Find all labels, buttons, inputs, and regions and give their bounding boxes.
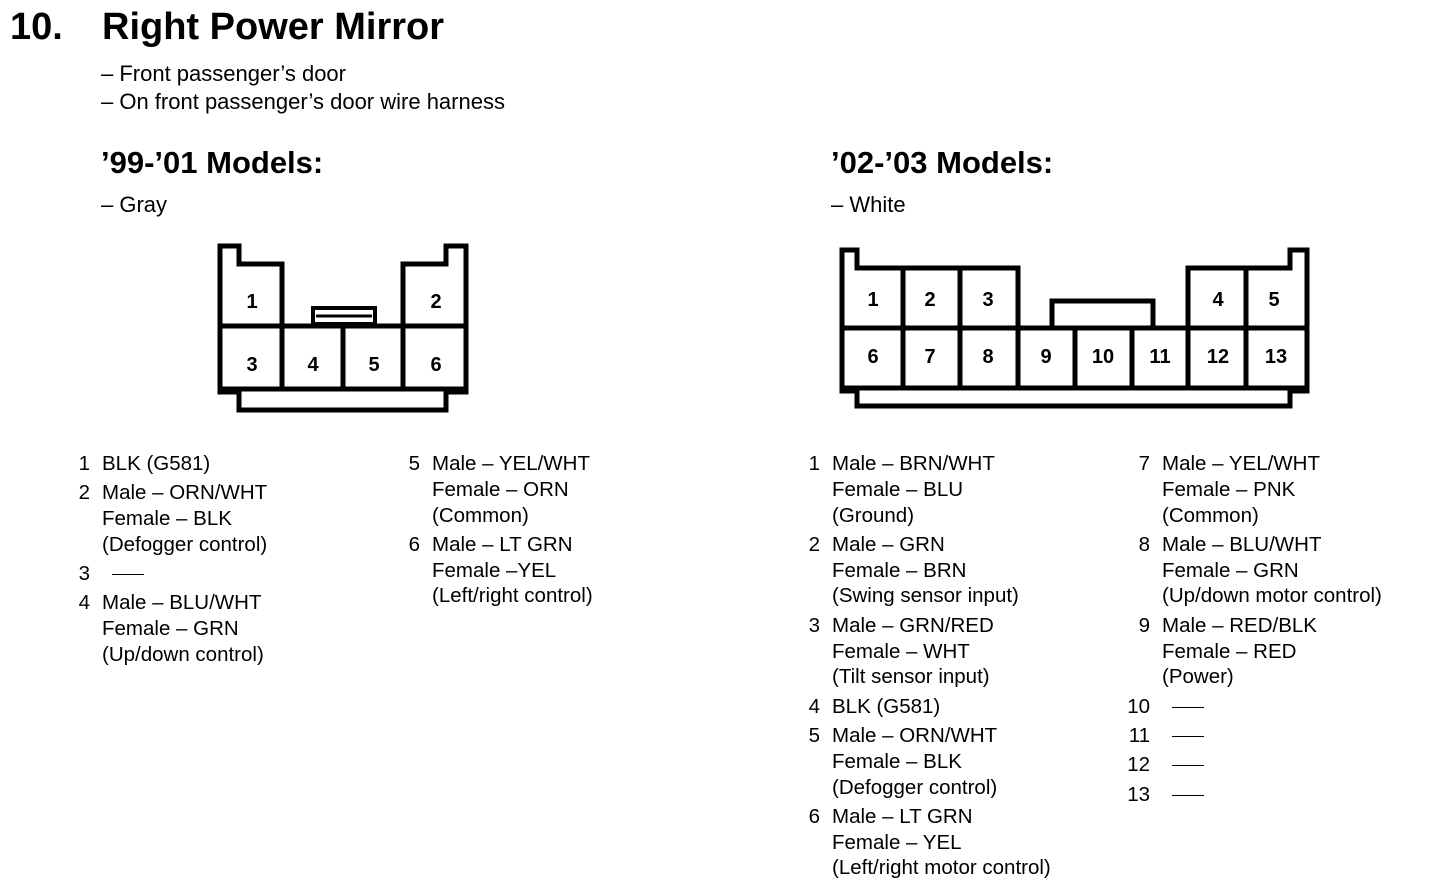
pin-number: 2 — [78, 481, 90, 505]
pin-description-line: Female – WHT — [832, 639, 970, 663]
pin-description-line: Male – LT GRN — [432, 532, 573, 556]
pin-description-line: (Defogger control) — [832, 775, 998, 799]
right-connector-pin: 5 — [1268, 289, 1280, 311]
pin-entry — [400, 451, 593, 528]
pin-number: 1 — [808, 452, 820, 475]
left-model-heading: ’99-’01 Models: — [101, 145, 324, 180]
unused-pin-dash — [1172, 707, 1204, 708]
pin-entry — [70, 480, 267, 557]
left-connector-pin: 2 — [430, 291, 442, 313]
left-connector-diagram — [216, 242, 476, 417]
left-connector-pin: 4 — [307, 354, 319, 376]
left-connector-pin: 6 — [430, 354, 442, 376]
pin-number: 13 — [1127, 782, 1150, 806]
right-connector-pin: 9 — [1040, 346, 1052, 368]
pin-number: 11 — [1128, 723, 1150, 747]
pin-entry — [800, 694, 1051, 720]
pin-number: 5 — [408, 452, 420, 475]
pin-description-line: Female – ORN — [432, 477, 569, 501]
pin-description-line: Female – BRN — [832, 558, 967, 582]
left-connector-color: – Gray — [101, 192, 168, 217]
pin-description-line: Female – RED — [1162, 639, 1297, 663]
pin-number: 6 — [808, 804, 820, 828]
pin-number: 6 — [408, 532, 420, 556]
right-connector-pin: 1 — [867, 289, 879, 311]
left-connector-pin: 1 — [246, 291, 258, 313]
left-connector-pin: 3 — [246, 354, 258, 376]
page-title: Right Power Mirror — [102, 6, 445, 48]
pin-description-line: (Defogger control) — [102, 532, 268, 556]
pin-description-line: Male – BLU/WHT — [1162, 532, 1322, 556]
left-pinlist-col2 — [400, 451, 593, 613]
pin-description-line: (Swing sensor input) — [832, 584, 1019, 608]
pin-description-line: (Ground) — [832, 503, 915, 527]
pin-entry — [800, 613, 1051, 690]
pin-description-line: (Left/right control) — [432, 584, 593, 608]
unused-pin-dash — [1172, 765, 1204, 766]
pin-description-line: Female – GRN — [1162, 558, 1299, 582]
section-number: 10. — [10, 6, 63, 48]
pin-entry — [800, 804, 1051, 881]
pin-description-line: Male – YEL/WHT — [1162, 452, 1320, 475]
pin-number: 10 — [1127, 694, 1150, 718]
right-connector-pin: 8 — [982, 346, 994, 368]
right-model-heading: ’02-’03 Models: — [831, 145, 1054, 180]
pin-description-line: Male – LT GRN — [832, 804, 973, 828]
pin-description-line: (Up/down motor control) — [1162, 584, 1382, 608]
pin-entry — [400, 532, 593, 609]
pin-entry — [1127, 782, 1382, 808]
pin-entry — [1130, 451, 1382, 528]
pin-entry — [800, 723, 1051, 800]
pin-number: 5 — [808, 723, 820, 747]
left-pinlist-col1 — [70, 451, 267, 671]
pin-number: 8 — [1138, 532, 1150, 556]
left-connector-pin: 5 — [368, 354, 380, 376]
pin-number: 2 — [808, 532, 820, 556]
pin-description-line: (Common) — [1162, 503, 1259, 527]
unused-pin-dash — [1172, 736, 1204, 737]
right-connector-pin: 11 — [1149, 346, 1171, 368]
pin-description-line: Male – GRN — [832, 532, 945, 556]
pin-description-line: Male – ORN/WHT — [832, 723, 998, 747]
pin-number: 4 — [78, 591, 90, 615]
pin-entry — [1130, 532, 1382, 609]
pin-entry — [800, 532, 1051, 609]
pin-description-line: Female – BLK — [832, 749, 962, 773]
location-line-1: – Front passenger’s door — [101, 61, 346, 86]
pin-description-line: (Up/down control) — [102, 643, 264, 667]
pin-description-line: Male – BRN/WHT — [832, 452, 995, 475]
pin-description-line: (Tilt sensor input) — [832, 665, 990, 689]
right-connector-pin: 12 — [1206, 346, 1230, 368]
pin-number: 12 — [1127, 753, 1150, 777]
pin-entry — [70, 561, 267, 587]
pin-entry — [1127, 694, 1382, 720]
pin-description-line: Female – BLK — [102, 507, 232, 531]
pin-description-line: Male – RED/BLK — [1162, 613, 1317, 637]
pin-entry — [1127, 752, 1382, 778]
pin-entry — [1130, 613, 1382, 690]
pin-description-line: Female – PNK — [1162, 477, 1296, 501]
right-pinlist-col2 — [1127, 451, 1382, 811]
pin-description-line: Male – GRN/RED — [832, 613, 994, 637]
pin-description-line: (Left/right motor control) — [832, 856, 1051, 880]
pin-description-line: Male – BLU/WHT — [102, 591, 262, 615]
right-connector-pin: 4 — [1212, 289, 1224, 311]
pin-entry — [70, 451, 267, 477]
pin-description-line: Female – BLU — [832, 477, 964, 501]
pin-description-line: Male – ORN/WHT — [102, 481, 268, 505]
pin-number: 9 — [1138, 613, 1150, 637]
pin-entry — [1130, 723, 1382, 749]
right-connector-pin: 2 — [924, 289, 936, 311]
pin-description-line: BLK (G581) — [102, 452, 211, 475]
location-line-2: – On front passenger’s door wire harness — [101, 89, 505, 114]
right-connector-pin: 6 — [867, 346, 879, 368]
pin-description-line: BLK (G581) — [832, 694, 941, 718]
right-connector-pin: 13 — [1264, 346, 1288, 368]
pin-description-line: Female –YEL — [432, 558, 557, 582]
right-connector-diagram — [838, 246, 1314, 414]
unused-pin-dash — [112, 574, 144, 575]
pin-number: 3 — [808, 613, 820, 637]
right-pinlist-col1 — [800, 451, 1051, 885]
pin-entry — [800, 451, 1051, 528]
pin-number: 1 — [78, 452, 90, 475]
right-connector-color: – White — [831, 192, 906, 217]
pin-number: 3 — [78, 562, 90, 586]
right-connector-pin: 3 — [982, 289, 994, 311]
pin-description-line: (Common) — [432, 503, 529, 527]
right-connector-pin: 10 — [1091, 346, 1115, 368]
pin-number: 7 — [1138, 452, 1150, 475]
pin-description-line: Female – GRN — [102, 617, 239, 641]
pin-entry — [70, 590, 267, 667]
pin-description-line: Female – YEL — [832, 830, 962, 854]
right-connector-pin: 7 — [924, 346, 936, 368]
pin-description-line: (Power) — [1162, 665, 1234, 689]
unused-pin-dash — [1172, 795, 1204, 796]
pin-number: 4 — [808, 694, 820, 718]
pin-description-line: Male – YEL/WHT — [432, 452, 590, 475]
